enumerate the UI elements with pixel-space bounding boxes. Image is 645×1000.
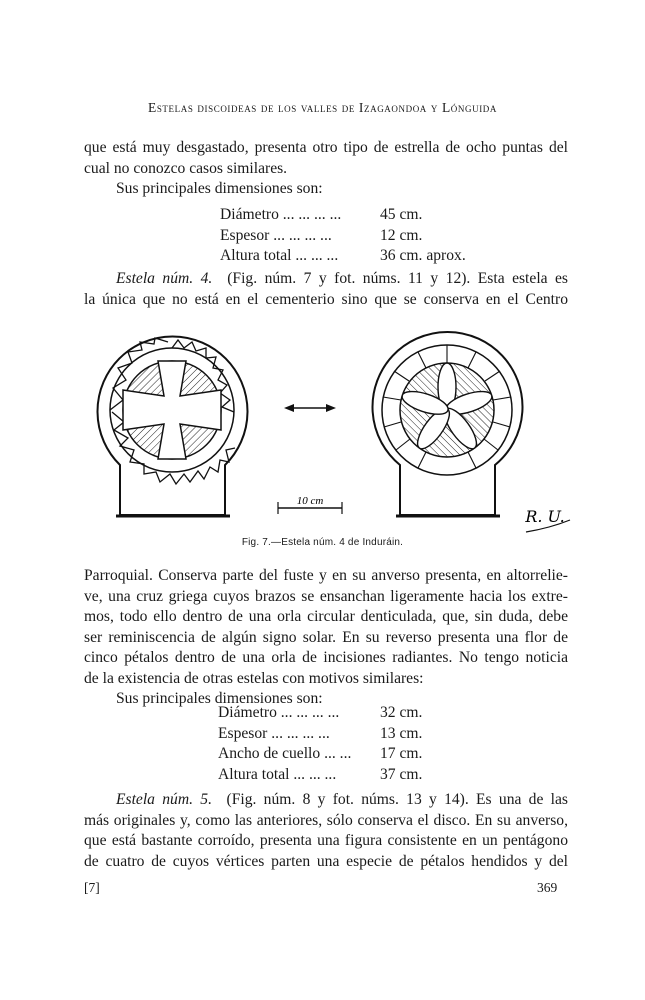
dimension-value: 17 cm. [380, 745, 423, 762]
paragraph-4 [84, 790, 568, 872]
dimension-value: 32 cm. [380, 704, 423, 721]
dimensions-intro-1: Sus principales dimensiones son: [116, 180, 323, 197]
scale-bar [278, 495, 342, 514]
dimension-value: 12 cm. [380, 226, 423, 244]
dimension-value: 36 cm. aprox. [380, 247, 466, 264]
section-marker: [7] [84, 880, 100, 895]
dimension-label: Altura total ... ... ... [220, 247, 339, 264]
dimension-row [220, 226, 520, 247]
dimension-label: Espesor ... ... ... ... [218, 724, 330, 742]
stela-title: Estela núm. 4. [116, 270, 213, 287]
text-line: que está muy desgastado, presenta otro tipo de estrella de ocho puntas del [84, 139, 568, 156]
dimension-label: Espesor ... ... ... ... [220, 226, 332, 244]
dimension-label: Diámetro ... ... ... ... [218, 704, 340, 721]
figure-7 [80, 330, 580, 545]
scale-label: 10 cm [296, 495, 324, 507]
text-line: Estela núm. 5. (Fig. núm. 8 y fot. núms. 13 y 14). Es una de las [116, 791, 568, 808]
stela-anverso [98, 336, 248, 516]
dimension-value: 37 cm. [380, 765, 423, 783]
dimension-label: Diámetro ... ... ... ... [220, 206, 342, 223]
dimension-row [218, 744, 518, 765]
stela-reverso [373, 332, 523, 516]
dimension-value: 13 cm. [380, 724, 423, 742]
svg-text:R. U.: R. U. [525, 507, 565, 526]
text-line: Parroquial. Conserva parte del fuste y en su anverso presenta, en altorrelie- [84, 567, 568, 584]
double-arrow-icon [284, 404, 336, 412]
stela-title: Estela núm. 5. [116, 791, 212, 808]
running-head: Estelas discoideas de los valles de Izagaondoa y Lónguida [147, 100, 497, 115]
dimension-value: 45 cm. [380, 206, 423, 223]
text-line: de cuatro de cuyos vértices parten una especie de pétalos hendidos y del [84, 852, 568, 870]
paragraph-3 [84, 566, 568, 689]
text-line: que está bastante corroído, presenta una figura consistente en un pentágono [84, 832, 568, 849]
text-line: ve, una cruz griega cuyos brazos se ensanchan ligeramente hacia los extre- [84, 587, 568, 605]
dimension-row [218, 724, 518, 745]
dimension-row [220, 205, 520, 226]
dimension-row [218, 703, 518, 724]
page-number: 369 [537, 880, 558, 895]
dimension-row [218, 765, 518, 786]
dimensions-table-1 [220, 205, 520, 267]
dimensions-table-2 [218, 703, 518, 785]
dimension-label: Altura total ... ... ... [218, 765, 337, 783]
text-line: cinco pétalos dentro de una orla de incisiones radiantes. No tengo noticia [84, 649, 568, 666]
artist-signature [524, 507, 570, 532]
text-line: de la existencia de otras estelas con motivos similares: [84, 669, 424, 687]
text-line: más originales y, como las anteriores, sólo conserva el disco. En su anverso, [84, 811, 568, 829]
dimension-row [220, 246, 520, 267]
stela-drawing [80, 330, 580, 545]
text-line: la única que no está en el cementerio sino que se conserva en el Centro [84, 290, 568, 308]
text-line: mos, todo ello dentro de una orla circular denticulada, que, sin duda, debe [84, 608, 568, 625]
text-line: Estela núm. 4. (Fig. núm. 7 y fot. núms. 11 y 12). Esta estela es [116, 270, 569, 287]
figure-caption: Fig. 7.—Estela núm. 4 de Induráin. [241, 537, 404, 548]
dimensions-intro-2: Sus principales dimensiones son: [116, 690, 323, 707]
text-line: cual no conozco casos similares. [84, 159, 288, 177]
paragraph-2 [84, 269, 568, 310]
dimension-label: Ancho de cuello ... ... [218, 745, 352, 762]
text-line: ser reminiscencia de algún signo solar. En su reverso presenta una flor de [84, 628, 568, 646]
paragraph-1 [84, 138, 568, 179]
